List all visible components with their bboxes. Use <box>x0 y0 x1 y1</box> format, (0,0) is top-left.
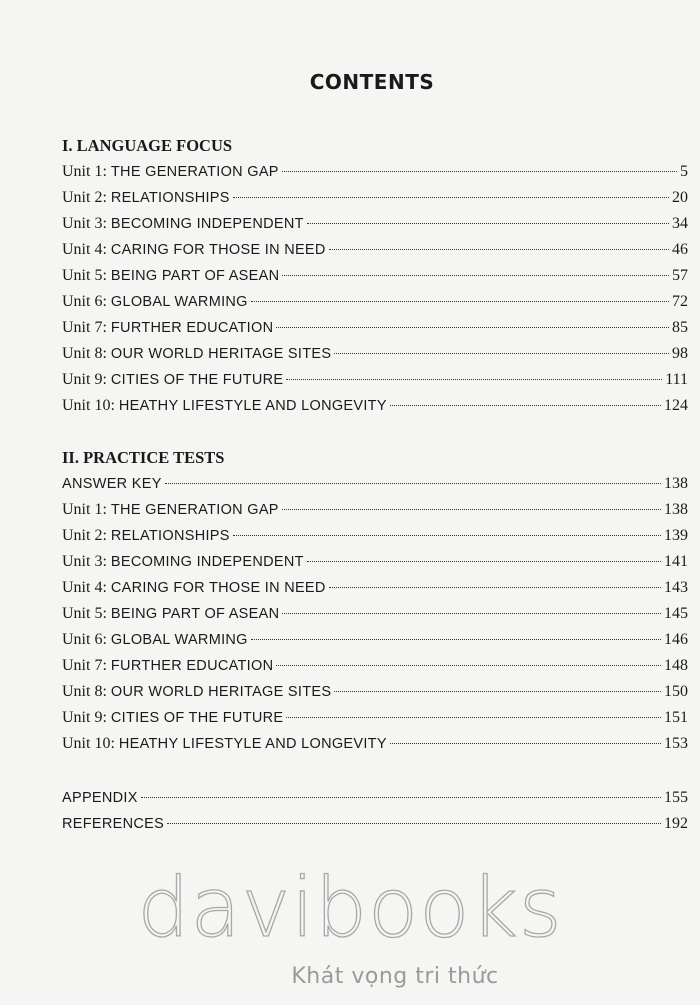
toc-entry-unit-prefix: Unit 3: <box>62 215 111 232</box>
toc-section-practice-tests <box>62 445 688 757</box>
toc-entry-unit-prefix: Unit 8: <box>62 683 111 700</box>
toc-entry[interactable] <box>62 211 688 237</box>
dot-leader <box>276 665 661 666</box>
toc-entry[interactable] <box>62 367 688 393</box>
toc-entry-label <box>62 653 273 679</box>
toc-entry-label <box>62 315 273 341</box>
toc-entry-page-number: 5 <box>680 163 688 180</box>
toc-entry[interactable] <box>62 575 688 601</box>
dot-leader <box>282 275 669 276</box>
dot-leader <box>334 691 661 692</box>
toc-list <box>62 159 688 419</box>
toc-entry-label <box>62 731 387 757</box>
toc-entry-unit-prefix: Unit 9: <box>62 709 111 726</box>
toc-entry-title: BECOMING INDEPENDENT <box>110 216 304 232</box>
dot-leader <box>251 639 661 640</box>
dot-leader <box>307 561 661 562</box>
toc-entry-title: OUR WORLD HERITAGE SITES <box>110 346 332 362</box>
toc-entry[interactable] <box>62 523 688 549</box>
toc-entry[interactable] <box>62 185 688 211</box>
toc-entry-title: FURTHER EDUCATION <box>110 658 274 674</box>
toc-entry-page-number: 111 <box>665 371 688 388</box>
toc-entry-title: THE GENERATION GAP <box>110 502 279 518</box>
toc-entry-unit-prefix: Unit 8: <box>62 345 111 362</box>
dot-leader <box>282 171 677 172</box>
toc-list <box>62 785 688 837</box>
toc-entry-title: BECOMING INDEPENDENT <box>110 554 304 570</box>
toc-entry-title: REFERENCES <box>62 816 165 832</box>
toc-entry-label <box>62 497 279 523</box>
toc-entry-page-number: 150 <box>664 683 688 700</box>
dot-leader <box>233 535 661 536</box>
toc-entry-title: CARING FOR THOSE IN NEED <box>110 242 326 258</box>
dot-leader <box>141 797 661 798</box>
toc-entry-page-number: 57 <box>672 267 688 284</box>
toc-entry-title: RELATIONSHIPS <box>110 528 230 544</box>
toc-entry-title: BEING PART OF ASEAN <box>110 268 280 284</box>
toc-entry-label <box>62 679 331 705</box>
dot-leader <box>329 249 669 250</box>
toc-entry-label <box>62 811 164 837</box>
dot-leader <box>167 823 661 824</box>
toc-entry-label <box>62 523 230 549</box>
toc-entry-page-number: 139 <box>664 527 688 544</box>
toc-section-back-matter <box>62 785 688 837</box>
page-title: CONTENTS <box>309 70 435 94</box>
watermark-tagline: Khát vọng tri thức <box>291 964 499 989</box>
dot-leader <box>390 405 661 406</box>
toc-entry-label <box>62 575 326 601</box>
toc-entry-unit-prefix: Unit 7: <box>62 319 111 336</box>
toc-entry[interactable] <box>62 237 688 263</box>
toc-entry-unit-prefix: Unit 1: <box>62 163 111 180</box>
toc-entry[interactable] <box>62 705 688 731</box>
toc-entry-page-number: 143 <box>664 579 688 596</box>
toc-entry-unit-prefix: Unit 4: <box>62 579 111 596</box>
toc-entry-page-number: 98 <box>672 345 688 362</box>
toc-entry-label <box>62 185 230 211</box>
toc-entry-label <box>62 627 248 653</box>
toc-entry-title: HEATHY LIFESTYLE AND LONGEVITY <box>118 398 387 414</box>
toc-entry[interactable] <box>62 159 688 185</box>
toc-entry-label <box>62 471 162 497</box>
toc-entry-unit-prefix: Unit 2: <box>62 189 111 206</box>
toc-entry-page-number: 46 <box>672 241 688 258</box>
toc-entry[interactable] <box>62 471 688 497</box>
toc-entry-unit-prefix: Unit 5: <box>62 605 111 622</box>
toc-entry[interactable] <box>62 731 688 757</box>
toc-entry-label <box>62 237 326 263</box>
toc-entry[interactable] <box>62 679 688 705</box>
toc-entry[interactable] <box>62 497 688 523</box>
toc-entry-page-number: 124 <box>664 397 688 414</box>
toc-entry-page-number: 72 <box>672 293 688 310</box>
toc-entry[interactable] <box>62 785 688 811</box>
toc-entry-page-number: 20 <box>672 189 688 206</box>
toc-entry-unit-prefix: Unit 1: <box>62 501 111 518</box>
toc-entry-page-number: 192 <box>664 815 688 832</box>
toc-section-language-focus <box>62 133 688 419</box>
toc-entry[interactable] <box>62 289 688 315</box>
toc-entry-page-number: 138 <box>664 501 688 518</box>
toc-entry-title: GLOBAL WARMING <box>110 294 248 310</box>
toc-entry-label <box>62 549 304 575</box>
section-heading: I. LANGUAGE FOCUS <box>62 136 233 155</box>
toc-entry-page-number: 145 <box>664 605 688 622</box>
toc-entry-label <box>62 289 248 315</box>
toc-entry-label <box>62 785 138 811</box>
toc-entry-label <box>62 367 283 393</box>
toc-entry-title: OUR WORLD HERITAGE SITES <box>110 684 332 700</box>
toc-entry[interactable] <box>62 811 688 837</box>
toc-entry-title: THE GENERATION GAP <box>110 164 279 180</box>
toc-entry-unit-prefix: Unit 5: <box>62 267 111 284</box>
toc-entry-title: CITIES OF THE FUTURE <box>110 710 284 726</box>
dot-leader <box>233 197 669 198</box>
toc-entry[interactable] <box>62 263 688 289</box>
dot-leader <box>329 587 661 588</box>
toc-entry-unit-prefix: Unit 6: <box>62 631 111 648</box>
toc-entry-unit-prefix: Unit 6: <box>62 293 111 310</box>
toc-entry-page-number: 151 <box>664 709 688 726</box>
dot-leader <box>286 717 661 718</box>
dot-leader <box>307 223 669 224</box>
toc-entry-title: APPENDIX <box>62 790 138 806</box>
section-heading: II. PRACTICE TESTS <box>62 448 225 467</box>
toc-entry-title: FURTHER EDUCATION <box>110 320 274 336</box>
toc-entry-unit-prefix: Unit 7: <box>62 657 111 674</box>
toc-entry-title: RELATIONSHIPS <box>110 190 230 206</box>
toc-entry[interactable] <box>62 393 688 419</box>
toc-entry-title: ANSWER KEY <box>62 476 162 492</box>
toc-entry-unit-prefix: Unit 10: <box>62 735 119 752</box>
toc-entry-unit-prefix: Unit 10: <box>62 397 119 414</box>
toc-entry-label <box>62 601 279 627</box>
toc-entry-page-number: 85 <box>672 319 688 336</box>
toc-entry[interactable] <box>62 653 688 679</box>
toc-entry-unit-prefix: Unit 2: <box>62 527 111 544</box>
toc-entry-page-number: 138 <box>664 475 688 492</box>
dot-leader <box>390 743 661 744</box>
dot-leader <box>165 483 661 484</box>
toc-list <box>62 471 688 757</box>
watermark-brand: davibooks <box>137 861 563 956</box>
dot-leader <box>282 509 661 510</box>
toc-entry-unit-prefix: Unit 3: <box>62 553 111 570</box>
dot-leader <box>282 613 661 614</box>
toc-entry-title: CITIES OF THE FUTURE <box>110 372 284 388</box>
dot-leader <box>334 353 669 354</box>
toc-entry[interactable] <box>62 601 688 627</box>
toc-entry[interactable] <box>62 627 688 653</box>
toc-entry[interactable] <box>62 315 688 341</box>
toc-entry-label <box>62 159 279 185</box>
toc-entry-page-number: 146 <box>664 631 688 648</box>
toc-entry-page-number: 141 <box>664 553 688 570</box>
toc-entry-page-number: 153 <box>664 735 688 752</box>
toc-entry[interactable] <box>62 549 688 575</box>
toc-entry-title: HEATHY LIFESTYLE AND LONGEVITY <box>118 736 387 752</box>
dot-leader <box>251 301 669 302</box>
toc-entry-label <box>62 705 283 731</box>
toc-entry-unit-prefix: Unit 4: <box>62 241 111 258</box>
toc-entry-title: BEING PART OF ASEAN <box>110 606 280 622</box>
toc-entry-page-number: 148 <box>664 657 688 674</box>
toc-entry-label <box>62 263 279 289</box>
toc-entry-page-number: 34 <box>672 215 688 232</box>
dot-leader <box>276 327 669 328</box>
dot-leader <box>286 379 662 380</box>
toc-entry-page-number: 155 <box>664 789 688 806</box>
toc-entry-label <box>62 393 387 419</box>
toc-entry-label <box>62 341 331 367</box>
toc-entry-unit-prefix: Unit 9: <box>62 371 111 388</box>
toc-entry-label <box>62 211 304 237</box>
toc-entry-title: CARING FOR THOSE IN NEED <box>110 580 326 596</box>
toc-entry-title: GLOBAL WARMING <box>110 632 248 648</box>
toc-entry[interactable] <box>62 341 688 367</box>
